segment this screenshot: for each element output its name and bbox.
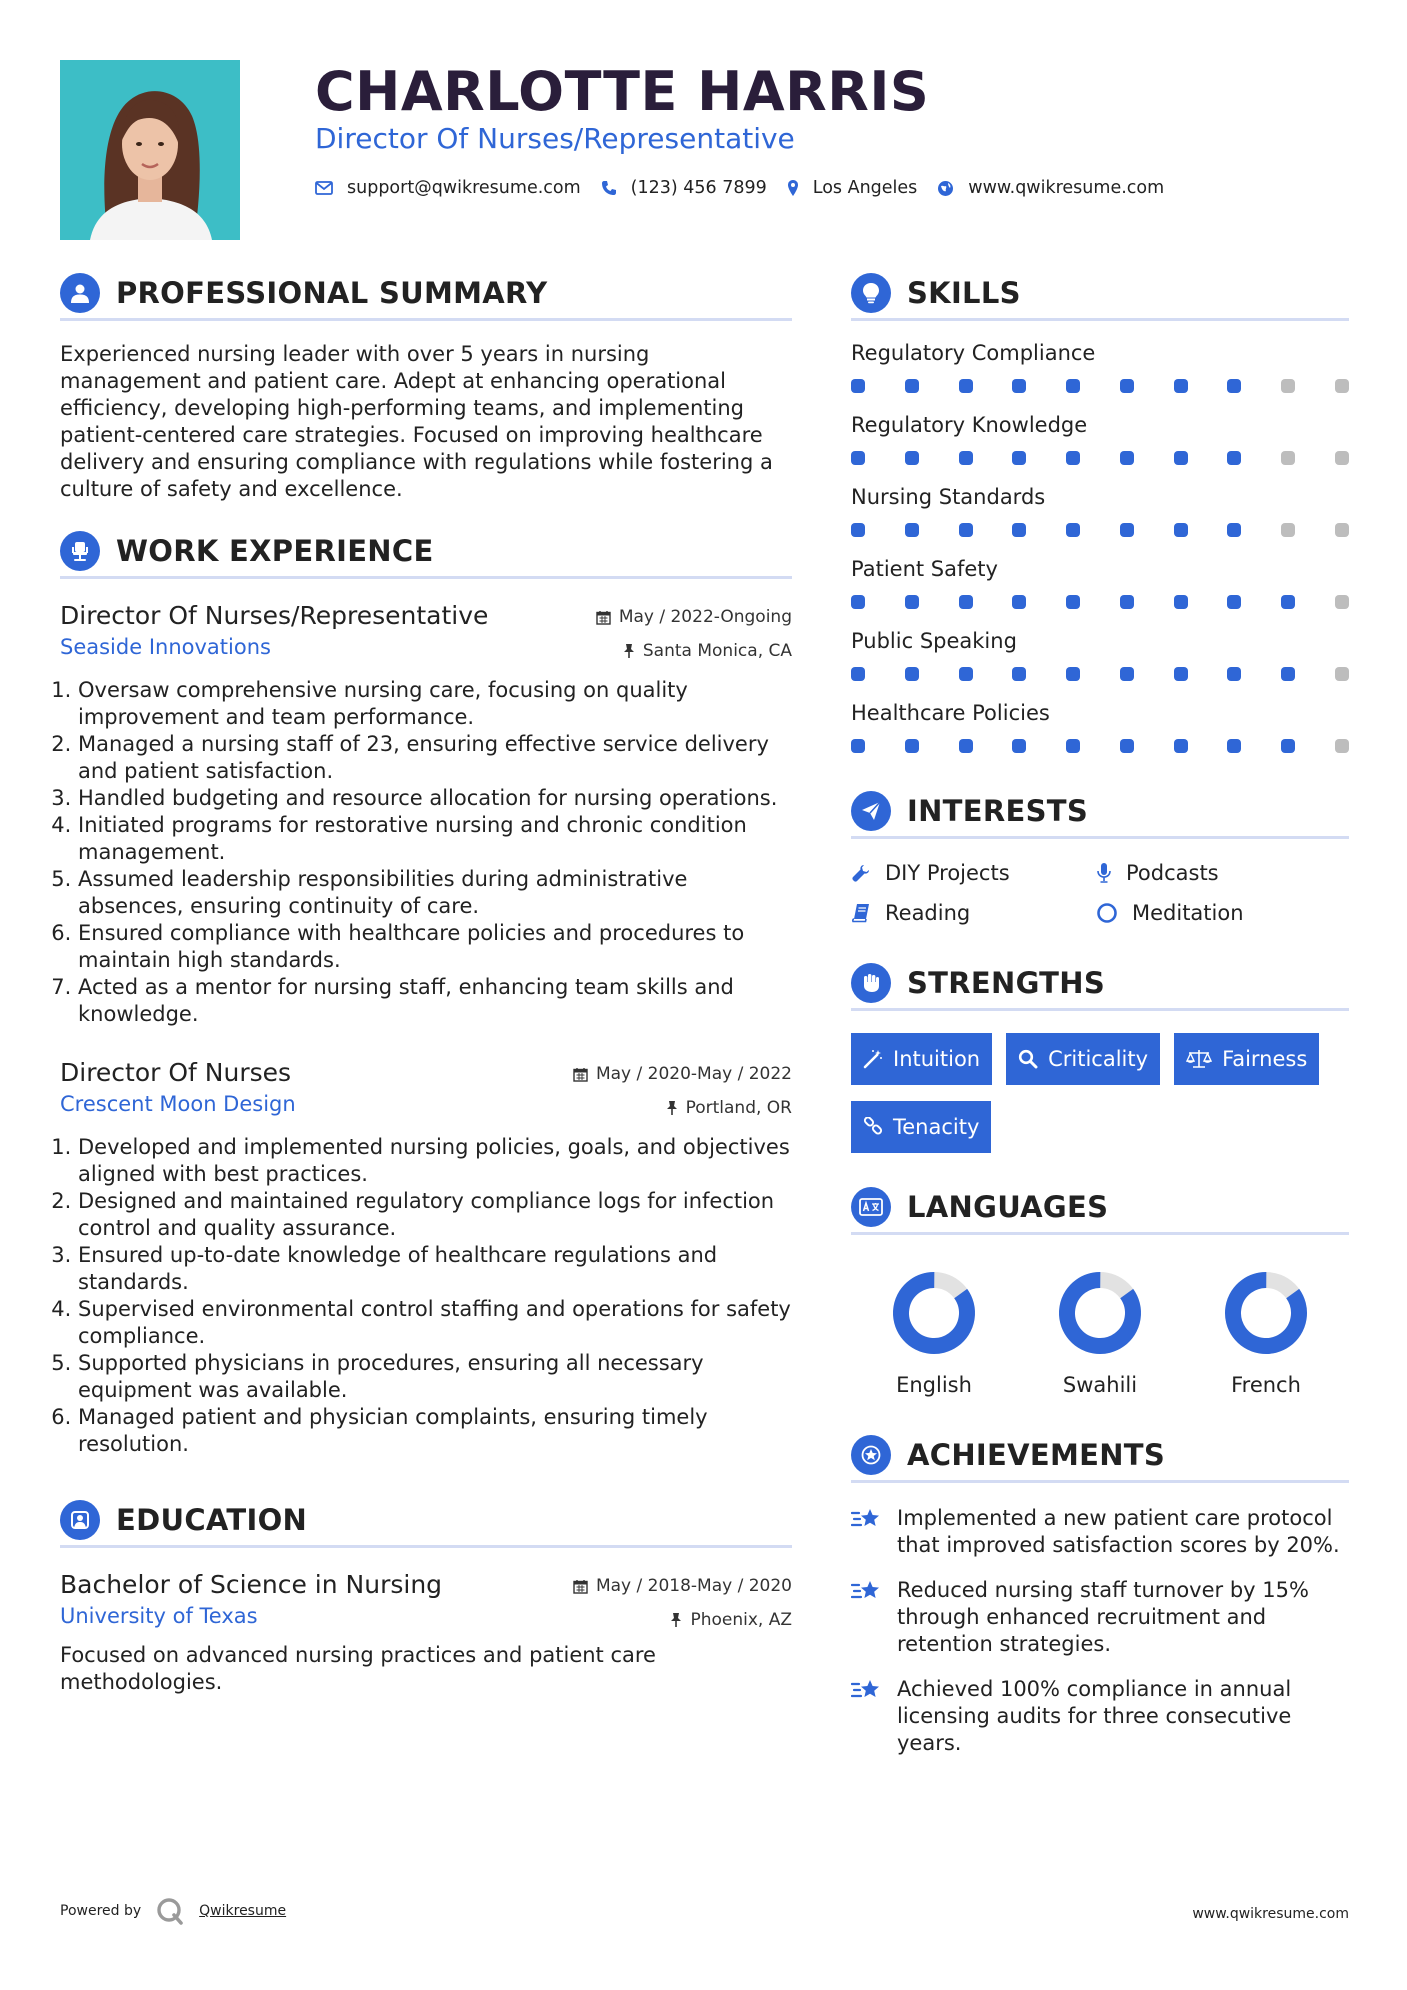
list-item: 5. Supported physicians in procedures, ensuring all necessary equipment was available. bbox=[78, 1350, 792, 1404]
rating-dot-filled bbox=[1227, 667, 1241, 681]
languages-list bbox=[851, 1269, 1349, 1397]
language-item bbox=[851, 1269, 1017, 1397]
graduate-icon bbox=[60, 1500, 100, 1540]
rating-dot-empty bbox=[1335, 451, 1349, 465]
rating-dot-filled bbox=[1012, 451, 1026, 465]
calendar-icon bbox=[596, 610, 611, 625]
lightbulb-icon bbox=[851, 273, 891, 313]
paper-plane-icon bbox=[851, 791, 891, 831]
rating-dot-filled bbox=[1012, 595, 1026, 609]
strength-chip bbox=[851, 1033, 992, 1085]
list-item: 6. Ensured compliance with healthcare policies and procedures to maintain high standards. bbox=[78, 920, 792, 974]
interests-section-header bbox=[851, 793, 1349, 839]
shooting-star-icon bbox=[851, 1579, 883, 1605]
rating-dot-filled bbox=[1066, 739, 1080, 753]
strength-chip bbox=[1174, 1033, 1319, 1085]
job-company: Seaside Innovations bbox=[60, 635, 271, 659]
languages-section-header bbox=[851, 1189, 1349, 1235]
achievement-item bbox=[851, 1577, 1349, 1658]
search-icon bbox=[1018, 1049, 1038, 1069]
interests-heading: INTERESTS bbox=[907, 793, 1089, 828]
rating-dot-filled bbox=[905, 595, 919, 609]
education-section-header bbox=[60, 1502, 792, 1548]
rating-dot-filled bbox=[1227, 523, 1241, 537]
rating-dot-filled bbox=[1120, 739, 1134, 753]
skill-name: Regulatory Knowledge bbox=[851, 413, 1088, 437]
rating-dot-filled bbox=[851, 667, 865, 681]
skill-rating bbox=[851, 667, 1349, 681]
achievement-text: Implemented a new patient care protocol that improved satisfaction scores by 20%. bbox=[897, 1506, 1340, 1557]
rating-dot-filled bbox=[1120, 523, 1134, 537]
rating-dot-filled bbox=[1012, 379, 1026, 393]
rating-dot-filled bbox=[905, 739, 919, 753]
strength-label: Criticality bbox=[1048, 1047, 1149, 1071]
rating-dot-filled bbox=[1120, 595, 1134, 609]
thumbtack-icon bbox=[623, 643, 635, 659]
achievement-text: Achieved 100% compliance in annual licensing audits for three consecutive years. bbox=[897, 1677, 1292, 1755]
rating-dot-filled bbox=[1174, 379, 1188, 393]
rating-dot-empty bbox=[1281, 523, 1295, 537]
rating-dot-filled bbox=[1120, 667, 1134, 681]
candidate-name: CHARLOTTE HARRIS bbox=[315, 60, 930, 123]
rating-dot-filled bbox=[905, 523, 919, 537]
list-item: 2. Designed and maintained regulatory compliance logs for infection control and quality assurance. bbox=[78, 1188, 792, 1242]
strength-chip bbox=[851, 1101, 991, 1153]
circle-icon bbox=[1096, 902, 1118, 924]
rating-dot-empty bbox=[1335, 523, 1349, 537]
wrench-icon bbox=[851, 863, 871, 883]
rating-dot-filled bbox=[851, 379, 865, 393]
education-date-text: May / 2018-May / 2020 bbox=[595, 1576, 792, 1596]
skill-item bbox=[851, 485, 1349, 537]
rating-dot-filled bbox=[1174, 739, 1188, 753]
award-star-icon bbox=[851, 1435, 891, 1475]
rating-dot-filled bbox=[1012, 523, 1026, 537]
skill-name: Patient Safety bbox=[851, 557, 998, 581]
map-marker-icon bbox=[787, 179, 799, 197]
qwikresume-link[interactable]: Qwikresume bbox=[199, 1903, 287, 1919]
job-company: Crescent Moon Design bbox=[60, 1092, 296, 1116]
list-item: 1. Developed and implemented nursing policies, goals, and objectives aligned with best practices. bbox=[78, 1134, 792, 1188]
rating-dot-filled bbox=[1066, 451, 1080, 465]
language-icon bbox=[851, 1187, 891, 1227]
rating-dot-empty bbox=[1335, 739, 1349, 753]
achievement-text: Reduced nursing staff turnover by 15% through enhanced recruitment and retention strategies. bbox=[897, 1578, 1309, 1656]
rating-dot-filled bbox=[851, 451, 865, 465]
skill-name: Public Speaking bbox=[851, 629, 1017, 653]
summary-heading: PROFESSIONAL SUMMARY bbox=[116, 275, 548, 310]
strength-label: Tenacity bbox=[893, 1115, 980, 1139]
languages-heading: LANGUAGES bbox=[907, 1189, 1109, 1224]
rating-dot-filled bbox=[851, 523, 865, 537]
rating-dot-filled bbox=[1174, 667, 1188, 681]
fist-icon bbox=[851, 963, 891, 1003]
rating-dot-filled bbox=[1174, 523, 1188, 537]
achievements-heading: ACHIEVEMENTS bbox=[907, 1437, 1166, 1472]
rating-dot-filled bbox=[1066, 667, 1080, 681]
strength-label: Fairness bbox=[1222, 1047, 1308, 1071]
job-entry bbox=[60, 1058, 792, 1458]
job-entry bbox=[60, 601, 792, 1028]
achievements-section-header bbox=[851, 1437, 1349, 1483]
skill-name: Regulatory Compliance bbox=[851, 341, 1096, 365]
skill-rating bbox=[851, 379, 1349, 393]
qwikresume-logo-icon bbox=[155, 1896, 185, 1926]
language-donut bbox=[1222, 1269, 1310, 1357]
rating-dot-filled bbox=[959, 451, 973, 465]
rating-dot-filled bbox=[1174, 451, 1188, 465]
list-item: 4. Supervised environmental control staffing and operations for safety compliance. bbox=[78, 1296, 792, 1350]
donut-fill bbox=[890, 1269, 978, 1357]
contact-phone[interactable] bbox=[601, 178, 767, 198]
rating-dot-filled bbox=[1066, 595, 1080, 609]
interest-label: Podcasts bbox=[1126, 861, 1219, 885]
link-icon bbox=[863, 1117, 883, 1137]
degree-title: Bachelor of Science in Nursing bbox=[60, 1570, 443, 1599]
interest-item bbox=[1096, 861, 1341, 885]
thumbtack-icon bbox=[670, 1612, 682, 1628]
language-donut bbox=[1056, 1269, 1144, 1357]
skill-rating bbox=[851, 739, 1349, 753]
job-location bbox=[666, 1098, 792, 1118]
rating-dot-empty bbox=[1281, 451, 1295, 465]
rating-dot-filled bbox=[905, 667, 919, 681]
skill-name: Healthcare Policies bbox=[851, 701, 1050, 725]
skill-name: Nursing Standards bbox=[851, 485, 1046, 509]
rating-dot-filled bbox=[905, 451, 919, 465]
skill-item bbox=[851, 557, 1349, 609]
book-icon bbox=[851, 903, 871, 923]
rating-dot-empty bbox=[1335, 667, 1349, 681]
thumbtack-icon bbox=[666, 1100, 678, 1116]
user-icon bbox=[60, 273, 100, 313]
office-chair-icon bbox=[60, 531, 100, 571]
strengths-heading: STRENGTHS bbox=[907, 965, 1106, 1000]
skill-rating bbox=[851, 595, 1349, 609]
strength-label: Intuition bbox=[893, 1047, 981, 1071]
rating-dot-filled bbox=[959, 379, 973, 393]
powered-by-text: Powered by bbox=[60, 1903, 142, 1919]
rating-dot-filled bbox=[1066, 379, 1080, 393]
rating-dot-filled bbox=[959, 739, 973, 753]
rating-dot-filled bbox=[1227, 739, 1241, 753]
language-donut bbox=[890, 1269, 978, 1357]
language-item bbox=[1183, 1269, 1349, 1397]
experience-section-header bbox=[60, 533, 792, 579]
rating-dot-empty bbox=[1281, 379, 1295, 393]
interest-label: Meditation bbox=[1132, 901, 1244, 925]
calendar-icon bbox=[573, 1579, 588, 1594]
strengths-list bbox=[851, 1033, 1349, 1153]
list-item: 1. Oversaw comprehensive nursing care, focusing on quality improvement and team performance. bbox=[78, 677, 792, 731]
job-date-text: May / 2020-May / 2022 bbox=[595, 1064, 792, 1084]
job-duties-list bbox=[60, 677, 792, 1028]
donut-fill bbox=[1056, 1269, 1144, 1357]
skills-section-header bbox=[851, 275, 1349, 321]
rating-dot-filled bbox=[1120, 451, 1134, 465]
rating-dot-filled bbox=[1120, 379, 1134, 393]
education-description: Focused on advanced nursing practices and patient care methodologies. bbox=[60, 1643, 656, 1694]
language-name: English bbox=[896, 1373, 972, 1397]
list-item: 6. Managed patient and physician complaints, ensuring timely resolution. bbox=[78, 1404, 792, 1458]
phone-text: (123) 456 7899 bbox=[630, 178, 767, 198]
interest-label: Reading bbox=[885, 901, 971, 925]
education-date bbox=[573, 1576, 792, 1596]
education-location bbox=[670, 1610, 792, 1630]
rating-dot-filled bbox=[1066, 523, 1080, 537]
rating-dot-filled bbox=[905, 379, 919, 393]
list-item: 7. Acted as a mentor for nursing staff, enhancing team skills and knowledge. bbox=[78, 974, 792, 1028]
education-heading: EDUCATION bbox=[116, 1502, 308, 1537]
rating-dot-empty bbox=[1335, 379, 1349, 393]
contact-website[interactable] bbox=[937, 178, 1164, 198]
achievement-item bbox=[851, 1676, 1349, 1757]
strength-chip bbox=[1006, 1033, 1160, 1085]
job-duties-list bbox=[60, 1134, 792, 1458]
language-name: French bbox=[1231, 1373, 1301, 1397]
summary-section-header bbox=[60, 275, 792, 321]
location-text: Los Angeles bbox=[812, 178, 918, 198]
contact-location bbox=[787, 178, 918, 198]
achievements-list bbox=[851, 1505, 1349, 1757]
envelope-icon bbox=[315, 181, 333, 195]
skills-list bbox=[851, 341, 1349, 753]
job-location-text: Portland, OR bbox=[685, 1098, 792, 1118]
skill-item bbox=[851, 341, 1349, 393]
skill-rating bbox=[851, 523, 1349, 537]
education-entry bbox=[60, 1570, 792, 1696]
school-name: University of Texas bbox=[60, 1604, 258, 1628]
globe-icon bbox=[937, 180, 954, 197]
list-item: 4. Initiated programs for restorative nursing and chronic condition management. bbox=[78, 812, 792, 866]
rating-dot-filled bbox=[1174, 595, 1188, 609]
strengths-section-header bbox=[851, 965, 1349, 1011]
job-date-text: May / 2022-Ongoing bbox=[618, 607, 792, 627]
rating-dot-filled bbox=[1227, 451, 1241, 465]
list-item: 5. Assumed leadership responsibilities during administrative absences, ensuring continuity of care. bbox=[78, 866, 792, 920]
footer-powered-by bbox=[60, 1896, 286, 1926]
experience-heading: WORK EXPERIENCE bbox=[116, 533, 434, 568]
rating-dot-filled bbox=[1012, 739, 1026, 753]
education-location-text: Phoenix, AZ bbox=[690, 1610, 792, 1630]
rating-dot-filled bbox=[1227, 595, 1241, 609]
list-item: 3. Handled budgeting and resource allocation for nursing operations. bbox=[78, 785, 792, 812]
list-item: 3. Ensured up-to-date knowledge of healthcare regulations and standards. bbox=[78, 1242, 792, 1296]
summary-text: Experienced nursing leader with over 5 years in nursing management and patient care. Adept at enhancing operational efficiency, developing high-performing teams, and implementing patient-centered care strategies. Focused on improving healthcare delivery and ensuring compliance with regulations while fostering a culture of safety and excellence. bbox=[60, 342, 773, 501]
resume-header bbox=[60, 60, 1347, 240]
phone-icon bbox=[601, 180, 617, 196]
email-text: support@qwikresume.com bbox=[347, 178, 581, 198]
magic-wand-icon bbox=[863, 1049, 883, 1069]
microphone-icon bbox=[1096, 862, 1112, 884]
language-name: Swahili bbox=[1062, 1373, 1138, 1397]
skill-item bbox=[851, 629, 1349, 681]
website-text: www.qwikresume.com bbox=[968, 178, 1165, 198]
interest-item bbox=[1096, 901, 1341, 925]
job-location-text: Santa Monica, CA bbox=[642, 641, 792, 661]
right-column bbox=[851, 275, 1349, 1757]
language-item bbox=[1017, 1269, 1183, 1397]
interest-label: DIY Projects bbox=[885, 861, 1010, 885]
skills-heading: SKILLS bbox=[907, 275, 1021, 310]
rating-dot-filled bbox=[851, 595, 865, 609]
left-column bbox=[60, 275, 792, 1696]
calendar-icon bbox=[573, 1067, 588, 1082]
job-date bbox=[573, 1064, 792, 1084]
rating-dot-filled bbox=[1281, 595, 1295, 609]
contact-email[interactable] bbox=[315, 178, 581, 198]
shooting-star-icon bbox=[851, 1507, 883, 1533]
rating-dot-filled bbox=[959, 667, 973, 681]
rating-dot-filled bbox=[959, 523, 973, 537]
rating-dot-filled bbox=[851, 739, 865, 753]
rating-dot-filled bbox=[1227, 379, 1241, 393]
job-title: Director Of Nurses bbox=[60, 1058, 292, 1087]
person-portrait-icon bbox=[60, 60, 240, 240]
rating-dot-filled bbox=[959, 595, 973, 609]
job-date bbox=[596, 607, 792, 627]
footer-website[interactable]: www.qwikresume.com bbox=[1192, 1906, 1349, 1922]
skill-item bbox=[851, 701, 1349, 753]
candidate-title: Director Of Nurses/Representative bbox=[315, 122, 795, 155]
interest-item bbox=[851, 861, 1096, 885]
list-item: 2. Managed a nursing staff of 23, ensuring effective service delivery and patient satisfaction. bbox=[78, 731, 792, 785]
job-title: Director Of Nurses/Representative bbox=[60, 601, 489, 630]
skill-rating bbox=[851, 451, 1349, 465]
interest-item bbox=[851, 901, 1096, 925]
job-location bbox=[623, 641, 792, 661]
balance-scale-icon bbox=[1186, 1049, 1212, 1069]
contact-bar bbox=[315, 178, 1184, 198]
interests-list bbox=[851, 861, 1349, 925]
rating-dot-filled bbox=[1281, 739, 1295, 753]
rating-dot-empty bbox=[1335, 595, 1349, 609]
profile-photo bbox=[60, 60, 240, 240]
achievement-item bbox=[851, 1505, 1349, 1559]
rating-dot-filled bbox=[1012, 667, 1026, 681]
rating-dot-filled bbox=[1281, 667, 1295, 681]
donut-fill bbox=[1222, 1269, 1310, 1357]
shooting-star-icon bbox=[851, 1678, 883, 1704]
skill-item bbox=[851, 413, 1349, 465]
